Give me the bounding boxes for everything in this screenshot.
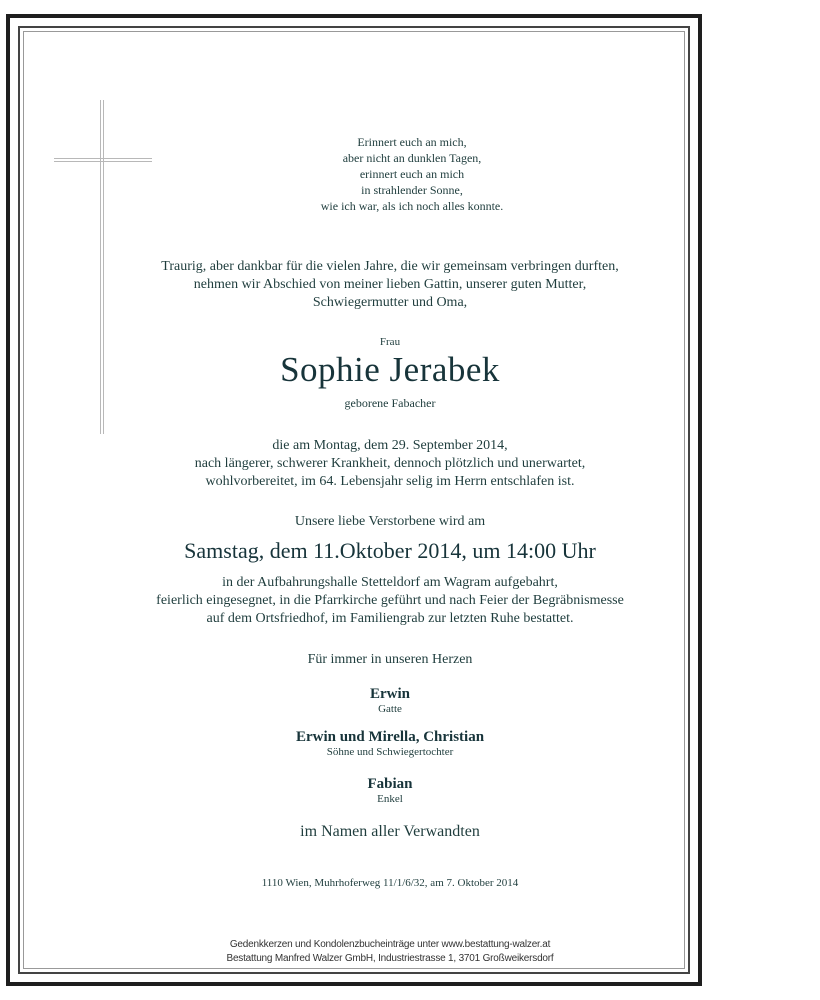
footer: [140, 938, 640, 966]
death-line: die am Montag, dem 29. September 2014,: [272, 438, 508, 453]
mourner-name: Erwin: [369, 686, 410, 702]
poem-line: Erinnert euch an mich,: [357, 135, 467, 149]
poem-line: wie ich war, als ich noch alles konnte.: [320, 199, 504, 213]
funeral-line: auf dem Ortsfriedhof, im Familiengrab zur letzten Ruhe bestattet.: [206, 611, 574, 626]
intro-text: [80, 258, 700, 312]
mourner-entry: [240, 686, 540, 715]
funeral-line: feierlich eingesegnet, in die Pfarrkirche geführt und nach Feier der Begräbnismesse: [156, 593, 624, 608]
cross-bar: [54, 158, 152, 163]
poem-line: erinnert euch an mich: [359, 167, 465, 181]
mourner-name: Erwin und Mirella, Christian: [295, 729, 485, 745]
mourner-relation: Enkel: [377, 793, 403, 805]
death-line: nach längerer, schwerer Krankheit, dennoch plötzlich und unerwartet,: [194, 456, 586, 471]
death-text: [90, 437, 690, 491]
poem-line: aber nicht an dunklen Tagen,: [342, 151, 482, 165]
funeral-announce: Unsere liebe Verstorbene wird am: [294, 514, 486, 529]
poem-line: in strahlender Sonne,: [361, 183, 463, 197]
relatives-text: im Namen aller Verwandten: [300, 823, 480, 840]
mourner-entry: [200, 729, 580, 758]
death-line: wohlvorbereitet, im 64. Lebensjahr selig im Herrn entschlafen ist.: [205, 474, 575, 489]
funeral-line: in der Aufbahrungshalle Stetteldorf am Wagram aufgebahrt,: [222, 575, 558, 590]
intro-line: Traurig, aber dankbar für die vielen Jahre, die wir gemeinsam verbringen durften,: [161, 259, 619, 274]
deceased-name: Sophie Jerabek: [280, 350, 500, 389]
funeral-date: Samstag, dem 11.Oktober 2014, um 14:00 Uhr: [184, 538, 596, 563]
footer-line-company: Bestattung Manfred Walzer GmbH, Industriestrasse 1, 3701 Großweikersdorf: [226, 953, 554, 964]
intro-line: Schwiegermutter und Oma,: [312, 295, 468, 310]
maiden-name: geborene Fabacher: [344, 396, 436, 410]
mourner-entry: [240, 776, 540, 805]
mourner-name: Fabian: [367, 776, 413, 792]
mourner-relation: Söhne und Schwiegertochter: [326, 746, 454, 758]
footer-line-website: Gedenkkerzen und Kondolenzbucheinträge unter www.bestattung-walzer.at: [229, 939, 551, 950]
poem: [262, 134, 562, 214]
intro-line: nehmen wir Abschied von meiner lieben Gattin, unserer guten Mutter,: [193, 277, 587, 292]
forever-text: Für immer in unseren Herzen: [307, 652, 473, 667]
address-line: 1110 Wien, Muhrhoferweg 11/1/6/32, am 7. Oktober 2014: [261, 877, 519, 889]
funeral-text: [80, 574, 700, 628]
mourner-relation: Gatte: [378, 703, 402, 715]
name-prefix: Frau: [379, 336, 401, 348]
